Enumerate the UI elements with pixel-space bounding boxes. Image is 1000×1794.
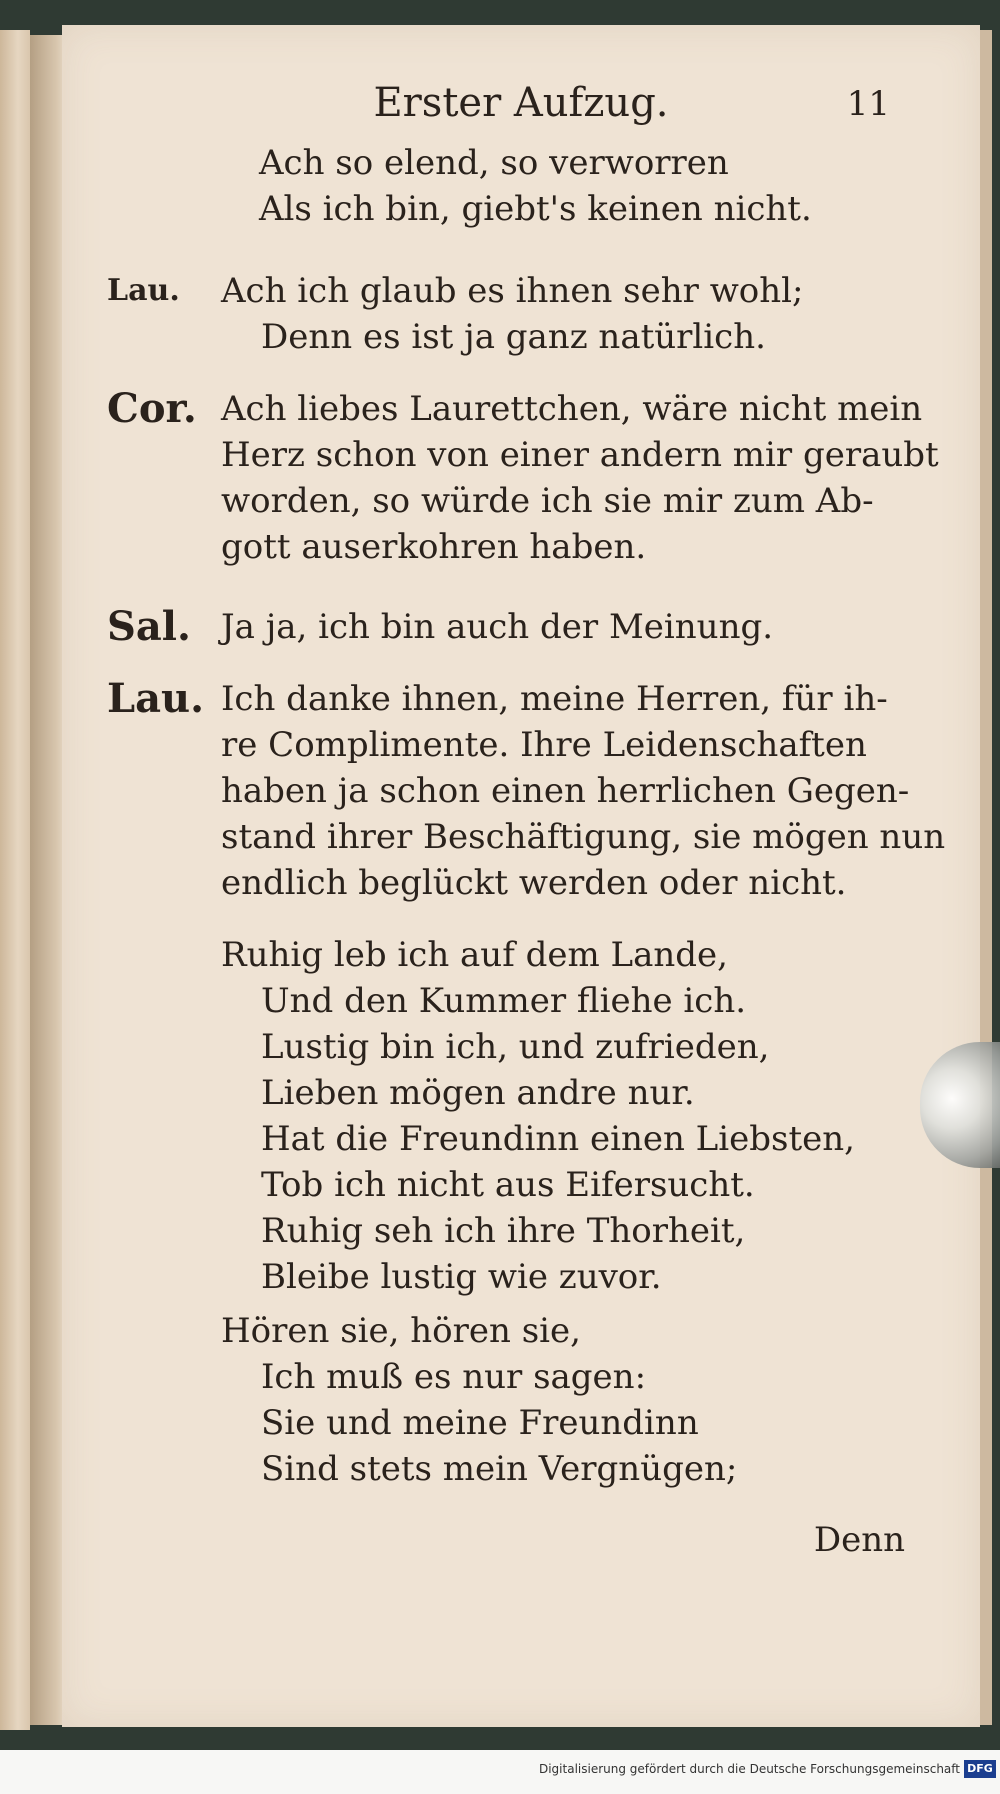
song-line: Sie und meine Freundinn [261, 1403, 699, 1443]
song-line: Und den Kummer fliehe ich. [261, 981, 747, 1021]
text-line: gott auserkohren haben. [221, 527, 647, 567]
song-line: Ruhig leb ich auf dem Lande, [221, 935, 728, 975]
verse-lines [221, 268, 911, 360]
text-line: Ja ja, ich bin auch der Meinung. [221, 607, 774, 647]
text-line: stand ihrer Beschäftigung, sie mögen nun [221, 817, 946, 857]
song-line: Hören sie, hören sie, [221, 1311, 581, 1351]
text-line: Herz schon von einer andern mir geraubt [221, 435, 939, 475]
running-title: Erster Aufzug. [373, 80, 669, 126]
speaker-label: Lau. [107, 273, 180, 308]
prose-lines [221, 676, 946, 906]
right-page-edge [980, 30, 992, 1725]
text-line: haben ja schon einen herrlichen Gegen- [221, 771, 910, 811]
song-line: Ich muß es nur sagen: [261, 1357, 647, 1397]
speaker-label: Cor. [107, 385, 197, 432]
verse-lines [259, 140, 949, 232]
prose-lines [221, 386, 939, 570]
speaker-label: Lau. [107, 675, 205, 722]
speaker-label: Sal. [107, 603, 191, 650]
text-line: worden, so würde ich sie mir zum Ab- [221, 481, 874, 521]
left-page-edge [0, 30, 30, 1730]
running-header [62, 80, 980, 140]
text-line: endlich beglückt werden oder nicht. [221, 863, 847, 903]
song-line: Tob ich nicht aus Eifersucht. [261, 1165, 755, 1205]
footer-bar [0, 1750, 1000, 1794]
song-line: Lustig bin ich, und zufrieden, [261, 1027, 770, 1067]
text-line: Denn es ist ja ganz natürlich. [261, 317, 766, 357]
text-line: Ich danke ihnen, meine Herren, für ih- [221, 679, 888, 719]
text-line: Ach so elend, so verworren [259, 143, 729, 183]
song-line: Sind stets mein Vergnügen; [261, 1449, 738, 1489]
prose-lines [221, 604, 911, 650]
text-line: Ach liebes Laurettchen, wäre nicht mein [221, 389, 923, 429]
text-line: Ach ich glaub es ihnen sehr wohl; [221, 271, 804, 311]
text-line: re Complimente. Ihre Leidenschaften [221, 725, 867, 765]
catchword: Denn [813, 1520, 905, 1560]
song-line: Lieben mögen andre nur. [261, 1073, 695, 1113]
song-line: Hat die Freundinn einen Liebsten, [261, 1119, 855, 1159]
page-number: 11 [846, 84, 890, 124]
dfg-logo-icon: DFG [964, 1760, 996, 1778]
song-lines [221, 932, 911, 1492]
song-line: Ruhig seh ich ihre Thorheit, [261, 1211, 746, 1251]
song-line: Bleibe lustig wie zuvor. [261, 1257, 662, 1297]
text-line: Als ich bin, giebt's keinen nicht. [259, 189, 812, 229]
funding-credit: Digitalisierung gefördert durch die Deutsche Forschungsgemeinschaft [538, 1762, 960, 1776]
